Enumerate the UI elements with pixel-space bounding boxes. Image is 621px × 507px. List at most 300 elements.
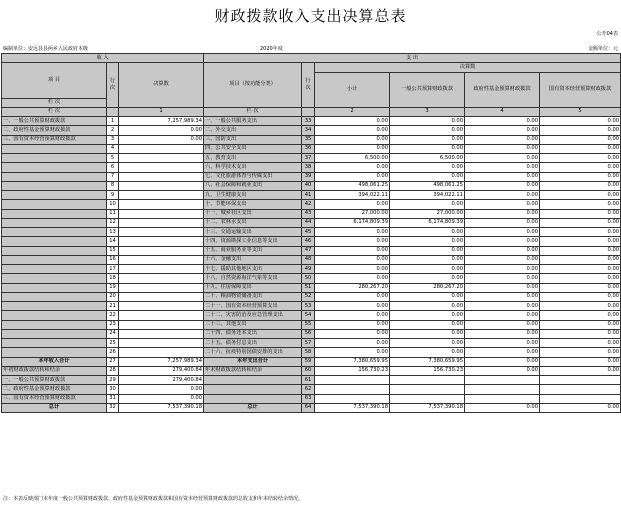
fund-budget-cell: 0.00 bbox=[465, 246, 540, 255]
finance-table bbox=[1, 53, 621, 413]
general-budget-cell: 0.00 bbox=[390, 274, 465, 283]
income-line-cell: 25 bbox=[107, 339, 119, 348]
income-amount-cell bbox=[119, 163, 204, 172]
table-row bbox=[2, 154, 621, 163]
expense-line-cell: 43 bbox=[302, 209, 315, 218]
fund-budget-cell: 0.00 bbox=[465, 163, 540, 172]
table-row bbox=[2, 144, 621, 153]
subtotal-cell: 0.00 bbox=[315, 311, 390, 320]
expense-line-cell: 55 bbox=[302, 320, 315, 329]
income-line-cell: 10 bbox=[107, 200, 119, 209]
expense-item-cell bbox=[204, 394, 302, 403]
fund-budget-cell bbox=[465, 385, 540, 394]
soe-budget-cell: 0.00 bbox=[540, 265, 621, 274]
general-budget-cell: 0.00 bbox=[390, 126, 465, 135]
expense-item-cell: 二十三、其他支出 bbox=[204, 320, 302, 329]
income-amount-cell bbox=[119, 320, 204, 329]
fund-budget-cell: 0.00 bbox=[465, 144, 540, 153]
table-row bbox=[2, 274, 621, 283]
expense-line-cell: 50 bbox=[302, 274, 315, 283]
income-amount-cell bbox=[119, 191, 204, 200]
expense-item-cell: 六、科学技术支出 bbox=[204, 163, 302, 172]
subtotal-cell: 0.00 bbox=[315, 302, 390, 311]
expense-line-header: 行次 bbox=[302, 63, 315, 108]
income-amount-cell bbox=[119, 228, 204, 237]
expense-item-header: 项目（按功能分类） bbox=[204, 63, 302, 108]
income-item-cell: 总计 bbox=[2, 403, 107, 412]
soe-budget-cell: 0.00 bbox=[540, 292, 621, 301]
income-line-cell: 28 bbox=[107, 366, 119, 375]
subtotal-cell: 0.00 bbox=[315, 126, 390, 135]
table-row bbox=[2, 320, 621, 329]
table-row bbox=[2, 191, 621, 200]
expense-item-cell: 本年支出合计 bbox=[204, 357, 302, 366]
soe-budget-cell: 0.00 bbox=[540, 255, 621, 264]
income-item-cell: 年初财政拨款结转和结余 bbox=[2, 366, 107, 375]
general-budget-cell: 0.00 bbox=[390, 200, 465, 209]
income-item-cell bbox=[2, 348, 107, 357]
general-budget-cell: 0.00 bbox=[390, 292, 465, 301]
income-amount-cell bbox=[119, 339, 204, 348]
column-label: 栏 次 bbox=[2, 98, 107, 107]
income-amount-cell: 0.00 bbox=[119, 135, 204, 144]
expense-line-cell: 36 bbox=[302, 144, 315, 153]
subtotal-cell: 0.00 bbox=[315, 348, 390, 357]
expense-line-cell: 33 bbox=[302, 117, 315, 126]
expense-line-cell: 53 bbox=[302, 302, 315, 311]
soe-budget-cell: 0.00 bbox=[540, 135, 621, 144]
table-row bbox=[2, 237, 621, 246]
subtotal-cell: 0.00 bbox=[315, 292, 390, 301]
income-item-cell: 三、国有资本经营预算财政拨款 bbox=[2, 135, 107, 144]
expense-line-cell: 44 bbox=[302, 218, 315, 227]
income-line-cell: 11 bbox=[107, 209, 119, 218]
income-line-cell: 5 bbox=[107, 154, 119, 163]
soe-budget-cell: 0.00 bbox=[540, 228, 621, 237]
table-row bbox=[2, 163, 621, 172]
general-budget-cell: 0.00 bbox=[390, 255, 465, 264]
income-item-cell bbox=[2, 181, 107, 190]
income-item-cell bbox=[2, 265, 107, 274]
table-row bbox=[2, 283, 621, 292]
income-amount-cell bbox=[119, 265, 204, 274]
general-budget-cell: 6,174,809.39 bbox=[390, 218, 465, 227]
income-amount-cell bbox=[119, 144, 204, 153]
income-item-cell bbox=[2, 339, 107, 348]
subtotal-cell: 394,022.11 bbox=[315, 191, 390, 200]
general-budget-cell: 0.00 bbox=[390, 311, 465, 320]
fund-budget-cell: 0.00 bbox=[465, 403, 540, 412]
income-amount-cell: 279,400.84 bbox=[119, 366, 204, 375]
column-index-3: 3 bbox=[390, 107, 465, 116]
income-item-cell bbox=[2, 246, 107, 255]
income-amount-cell bbox=[119, 200, 204, 209]
income-item-cell bbox=[2, 292, 107, 301]
income-item-header: 项 目 bbox=[2, 63, 107, 98]
expense-item-cell: 年末财政拨款结转和结余 bbox=[204, 366, 302, 375]
subtotal-cell: 0.00 bbox=[315, 274, 390, 283]
subtotal-header: 小计 bbox=[315, 72, 390, 107]
income-amount-cell bbox=[119, 283, 204, 292]
income-amount-cell bbox=[119, 302, 204, 311]
soe-budget-cell: 0.00 bbox=[540, 246, 621, 255]
fund-budget-cell: 0.00 bbox=[465, 237, 540, 246]
income-line-cell: 19 bbox=[107, 283, 119, 292]
expense-line-cell: 39 bbox=[302, 172, 315, 181]
income-item-cell: 一、一般公共预算财政拨款 bbox=[2, 376, 107, 385]
expense-line-cell: 38 bbox=[302, 163, 315, 172]
budget-header: 决算数 bbox=[315, 63, 621, 72]
income-line-cell: 17 bbox=[107, 265, 119, 274]
soe-budget-cell: 0.00 bbox=[540, 117, 621, 126]
general-budget-cell: 0.00 bbox=[390, 348, 465, 357]
general-budget-cell: 0.00 bbox=[390, 237, 465, 246]
table-row bbox=[2, 218, 621, 227]
income-line-cell: 21 bbox=[107, 302, 119, 311]
expense-item-cell: 十八、自然资源海洋气象等支出 bbox=[204, 274, 302, 283]
income-line-cell: 4 bbox=[107, 144, 119, 153]
fund-budget-cell: 0.00 bbox=[465, 339, 540, 348]
soe-budget-cell: 0.00 bbox=[540, 311, 621, 320]
income-item-cell bbox=[2, 191, 107, 200]
fund-budget-cell: 0.00 bbox=[465, 154, 540, 163]
fund-budget-cell: 0.00 bbox=[465, 255, 540, 264]
expense-line-cell: 49 bbox=[302, 265, 315, 274]
income-amount-cell bbox=[119, 246, 204, 255]
soe-budget-cell: 0.00 bbox=[540, 191, 621, 200]
income-item-cell: 二、政府性基金预算财政拨款 bbox=[2, 126, 107, 135]
expense-item-cell: 十二、农林水支出 bbox=[204, 218, 302, 227]
soe-budget-cell: 0.00 bbox=[540, 348, 621, 357]
expense-item-cell: 五、教育支出 bbox=[204, 154, 302, 163]
footnote: 注：本表反映部门本年度一般公共预算财政拨款、政府性基金预算财政拨款和国有资本经营预算财政拨款的总收支和年末结转结余情况。 bbox=[3, 496, 304, 502]
general-budget-cell: 0.00 bbox=[390, 117, 465, 126]
table-row bbox=[2, 292, 621, 301]
income-line-cell: 6 bbox=[107, 163, 119, 172]
general-budget-cell: 498,061.25 bbox=[390, 181, 465, 190]
subtotal-cell: 7,380,659.95 bbox=[315, 357, 390, 366]
subtotal-cell: 0.00 bbox=[315, 265, 390, 274]
soe-budget-cell: 0.00 bbox=[540, 274, 621, 283]
table-row bbox=[2, 376, 621, 385]
expense-line-cell: 54 bbox=[302, 311, 315, 320]
soe-budget-cell: 0.00 bbox=[540, 366, 621, 375]
income-amount-cell bbox=[119, 255, 204, 264]
fund-budget-cell: 0.00 bbox=[465, 283, 540, 292]
table-row bbox=[2, 228, 621, 237]
soe-budget-cell: 0.00 bbox=[540, 163, 621, 172]
table-row bbox=[2, 117, 621, 126]
income-amount-cell bbox=[119, 181, 204, 190]
income-amount-cell bbox=[119, 292, 204, 301]
income-amount-cell bbox=[119, 154, 204, 163]
general-budget-cell: 0.00 bbox=[390, 246, 465, 255]
soe-budget-cell: 0.00 bbox=[540, 181, 621, 190]
expense-item-cell: 七、文化旅游体育与传媒支出 bbox=[204, 172, 302, 181]
fund-budget-cell: 0.00 bbox=[465, 200, 540, 209]
table-row bbox=[2, 357, 621, 366]
fund-budget-cell: 0.00 bbox=[465, 191, 540, 200]
expense-item-cell: 二十二、灾害防治及应急管理支出 bbox=[204, 311, 302, 320]
soe-budget-cell: 0.00 bbox=[540, 237, 621, 246]
expense-item-cell: 十一、城乡社区支出 bbox=[204, 209, 302, 218]
fund-budget-cell: 0.00 bbox=[465, 126, 540, 135]
table-row bbox=[2, 311, 621, 320]
expense-line-cell: 37 bbox=[302, 154, 315, 163]
expense-line-cell: 52 bbox=[302, 292, 315, 301]
general-budget-cell: 0.00 bbox=[390, 135, 465, 144]
general-budget-cell: 0.00 bbox=[390, 265, 465, 274]
income-item-cell bbox=[2, 237, 107, 246]
expense-item-cell: 二十四、债务还本支出 bbox=[204, 329, 302, 338]
income-line-cell: 9 bbox=[107, 191, 119, 200]
expense-line-cell: 59 bbox=[302, 357, 315, 366]
subtotal-cell: 0.00 bbox=[315, 228, 390, 237]
income-amount-cell: 7,257,989.34 bbox=[119, 117, 204, 126]
expense-item-cell: 二、外交支出 bbox=[204, 126, 302, 135]
fund-budget-cell: 0.00 bbox=[465, 329, 540, 338]
income-item-cell bbox=[2, 209, 107, 218]
expense-item-cell: 一、一般公共服务支出 bbox=[204, 117, 302, 126]
fund-budget-cell: 0.00 bbox=[465, 311, 540, 320]
soe-budget-cell: 0.00 bbox=[540, 283, 621, 292]
table-row bbox=[2, 366, 621, 375]
report-title: 财政拨款收入支出决算总表 bbox=[214, 7, 407, 25]
income-line-cell: 31 bbox=[107, 394, 119, 403]
general-budget-cell: 0.00 bbox=[390, 329, 465, 338]
table-row bbox=[2, 135, 621, 144]
expense-header: 支 出 bbox=[204, 54, 621, 63]
column-index-label-right: 栏 次 bbox=[204, 107, 302, 116]
subtotal-cell bbox=[315, 394, 390, 403]
income-line-cell: 1 bbox=[107, 117, 119, 126]
income-amount-cell: 7,537,390.18 bbox=[119, 403, 204, 412]
subtotal-cell: 0.00 bbox=[315, 200, 390, 209]
general-budget-cell: 280,267.20 bbox=[390, 283, 465, 292]
expense-line-cell: 58 bbox=[302, 348, 315, 357]
expense-line-cell: 46 bbox=[302, 237, 315, 246]
table-row bbox=[2, 329, 621, 338]
income-item-cell: 三、国有资本经营预算财政拨款 bbox=[2, 394, 107, 403]
expense-item-cell: 十七、援助其他地区支出 bbox=[204, 265, 302, 274]
general-budget-cell: 7,380,659.95 bbox=[390, 357, 465, 366]
expense-line-cell: 45 bbox=[302, 228, 315, 237]
fund-budget-cell: 0.00 bbox=[465, 218, 540, 227]
expense-item-cell: 二十一、国有资本经营预算支出 bbox=[204, 302, 302, 311]
income-amount-cell bbox=[119, 209, 204, 218]
expense-line-cell: 63 bbox=[302, 394, 315, 403]
income-line-cell: 22 bbox=[107, 311, 119, 320]
income-line-cell: 15 bbox=[107, 246, 119, 255]
general-budget-cell: 0.00 bbox=[390, 320, 465, 329]
income-amount-cell: 7,257,989.34 bbox=[119, 357, 204, 366]
income-amount-cell: 0.00 bbox=[119, 385, 204, 394]
income-amount-cell bbox=[119, 274, 204, 283]
income-item-cell: 二、政府性基金预算财政拨款 bbox=[2, 385, 107, 394]
expense-item-cell: 四、公共安全支出 bbox=[204, 144, 302, 153]
expense-item-cell: 十六、金融支出 bbox=[204, 255, 302, 264]
column-index-4: 4 bbox=[465, 107, 540, 116]
expense-item-cell: 十、节能环保支出 bbox=[204, 200, 302, 209]
expense-item-cell: 九、卫生健康支出 bbox=[204, 191, 302, 200]
income-line-cell: 18 bbox=[107, 274, 119, 283]
subtotal-cell: 6,174,809.39 bbox=[315, 218, 390, 227]
expense-item-cell: 二十五、债务付息支出 bbox=[204, 339, 302, 348]
general-budget-cell: 394,022.11 bbox=[390, 191, 465, 200]
subtotal-cell: 0.00 bbox=[315, 329, 390, 338]
fund-budget-cell bbox=[465, 394, 540, 403]
income-amount-cell bbox=[119, 311, 204, 320]
income-amount-cell: 0.00 bbox=[119, 394, 204, 403]
table-row bbox=[2, 200, 621, 209]
general-budget-cell bbox=[390, 385, 465, 394]
subtotal-cell: 0.00 bbox=[315, 255, 390, 264]
soe-budget-cell: 0.00 bbox=[540, 200, 621, 209]
org-name: 编制单位：安远县县两乡人民政府本级 bbox=[3, 46, 89, 52]
fund-budget-cell: 0.00 bbox=[465, 265, 540, 274]
income-item-cell bbox=[2, 228, 107, 237]
expense-item-cell: 二十、粮油物资储备支出 bbox=[204, 292, 302, 301]
column-index-2: 2 bbox=[315, 107, 390, 116]
expense-line-cell: 35 bbox=[302, 135, 315, 144]
expense-item-cell: 总计 bbox=[204, 403, 302, 412]
income-line-cell: 23 bbox=[107, 320, 119, 329]
soe-budget-cell: 0.00 bbox=[540, 329, 621, 338]
general-budget-cell: 0.00 bbox=[390, 144, 465, 153]
expense-line-cell: 56 bbox=[302, 329, 315, 338]
income-item-cell bbox=[2, 274, 107, 283]
income-line-cell: 27 bbox=[107, 357, 119, 366]
soe-budget-cell: 0.00 bbox=[540, 218, 621, 227]
expense-line-cell: 41 bbox=[302, 191, 315, 200]
general-budget-cell: 6,500.00 bbox=[390, 154, 465, 163]
income-line-cell: 8 bbox=[107, 181, 119, 190]
income-line-cell: 2 bbox=[107, 126, 119, 135]
table-row bbox=[2, 339, 621, 348]
subtotal-cell: 280,267.20 bbox=[315, 283, 390, 292]
subtotal-cell: 0.00 bbox=[315, 246, 390, 255]
expense-line-cell: 48 bbox=[302, 255, 315, 264]
table-row bbox=[2, 394, 621, 403]
general-budget-cell: 7,537,390.18 bbox=[390, 403, 465, 412]
column-index-1: 1 bbox=[119, 107, 204, 116]
soe-budget-cell: 0.00 bbox=[540, 172, 621, 181]
general-budget-cell bbox=[390, 394, 465, 403]
expense-line-cell: 47 bbox=[302, 246, 315, 255]
column-index-5: 5 bbox=[540, 107, 621, 116]
income-amount-header: 决算数 bbox=[119, 63, 204, 108]
subtotal-cell bbox=[315, 376, 390, 385]
expense-line-cell: 34 bbox=[302, 126, 315, 135]
income-amount-cell: 279,400.84 bbox=[119, 376, 204, 385]
income-line-cell: 24 bbox=[107, 329, 119, 338]
income-line-header: 行次 bbox=[107, 63, 119, 108]
general-budget-header: 一般公共预算财政拨款 bbox=[390, 72, 465, 107]
income-item-cell bbox=[2, 329, 107, 338]
fund-budget-cell: 0.00 bbox=[465, 181, 540, 190]
expense-line-cell: 40 bbox=[302, 181, 315, 190]
income-line-cell: 14 bbox=[107, 237, 119, 246]
soe-budget-cell: 0.00 bbox=[540, 403, 621, 412]
income-line-cell: 29 bbox=[107, 376, 119, 385]
fund-budget-cell: 0.00 bbox=[465, 117, 540, 126]
expense-item-cell: 十五、商业服务业等支出 bbox=[204, 246, 302, 255]
subtotal-cell: 0.00 bbox=[315, 172, 390, 181]
soe-budget-cell: 0.00 bbox=[540, 339, 621, 348]
soe-budget-cell: 0.00 bbox=[540, 144, 621, 153]
income-amount-cell bbox=[119, 172, 204, 181]
table-row bbox=[2, 265, 621, 274]
expense-item-cell: 二十六、抗疫特别国债安排的支出 bbox=[204, 348, 302, 357]
soe-budget-cell: 0.00 bbox=[540, 302, 621, 311]
fund-budget-cell: 0.00 bbox=[465, 228, 540, 237]
general-budget-cell bbox=[390, 376, 465, 385]
expense-item-cell bbox=[204, 385, 302, 394]
income-item-cell bbox=[2, 283, 107, 292]
fund-budget-cell: 0.00 bbox=[465, 135, 540, 144]
general-budget-cell: 156,730.23 bbox=[390, 366, 465, 375]
income-line-cell: 26 bbox=[107, 348, 119, 357]
soe-budget-cell bbox=[540, 376, 621, 385]
expense-line-cell: 61 bbox=[302, 376, 315, 385]
subtotal-cell: 0.00 bbox=[315, 135, 390, 144]
fund-budget-cell: 0.00 bbox=[465, 172, 540, 181]
table-row bbox=[2, 385, 621, 394]
fund-budget-cell: 0.00 bbox=[465, 302, 540, 311]
table-row bbox=[2, 348, 621, 357]
income-amount-cell bbox=[119, 329, 204, 338]
table-row bbox=[2, 403, 621, 412]
soe-budget-header: 国有资本经营预算财政拨款 bbox=[540, 72, 621, 107]
income-item-cell: 本年收入合计 bbox=[2, 357, 107, 366]
expense-item-cell: 八、社会保障和就业支出 bbox=[204, 181, 302, 190]
income-item-cell bbox=[2, 320, 107, 329]
subtotal-cell: 0.00 bbox=[315, 320, 390, 329]
fund-budget-cell: 0.00 bbox=[465, 292, 540, 301]
income-item-cell: 一、一般公共预算财政拨款 bbox=[2, 117, 107, 126]
expense-line-cell: 62 bbox=[302, 385, 315, 394]
expense-line-cell: 57 bbox=[302, 339, 315, 348]
column-index-label: 栏 次 bbox=[2, 107, 107, 116]
general-budget-cell: 0.00 bbox=[390, 172, 465, 181]
income-item-cell bbox=[2, 200, 107, 209]
general-budget-cell: 27,000.00 bbox=[390, 209, 465, 218]
report-year: 2020年度 bbox=[260, 46, 283, 52]
income-item-cell bbox=[2, 172, 107, 181]
fund-budget-cell bbox=[465, 376, 540, 385]
expense-item-cell: 十九、住房保障支出 bbox=[204, 283, 302, 292]
subtotal-cell: 156,730.23 bbox=[315, 366, 390, 375]
income-line-cell: 20 bbox=[107, 292, 119, 301]
income-line-cell: 13 bbox=[107, 228, 119, 237]
fund-budget-cell: 0.00 bbox=[465, 320, 540, 329]
soe-budget-cell: 0.00 bbox=[540, 126, 621, 135]
income-item-cell bbox=[2, 218, 107, 227]
fund-budget-cell: 0.00 bbox=[465, 209, 540, 218]
subtotal-cell: 6,500.00 bbox=[315, 154, 390, 163]
income-item-cell bbox=[2, 154, 107, 163]
income-item-cell bbox=[2, 163, 107, 172]
table-row bbox=[2, 181, 621, 190]
fund-budget-cell: 0.00 bbox=[465, 274, 540, 283]
general-budget-cell: 0.00 bbox=[390, 339, 465, 348]
soe-budget-cell bbox=[540, 385, 621, 394]
income-header: 收 入 bbox=[2, 54, 204, 63]
income-amount-cell bbox=[119, 237, 204, 246]
soe-budget-cell bbox=[540, 394, 621, 403]
income-item-cell bbox=[2, 311, 107, 320]
table-row bbox=[2, 246, 621, 255]
